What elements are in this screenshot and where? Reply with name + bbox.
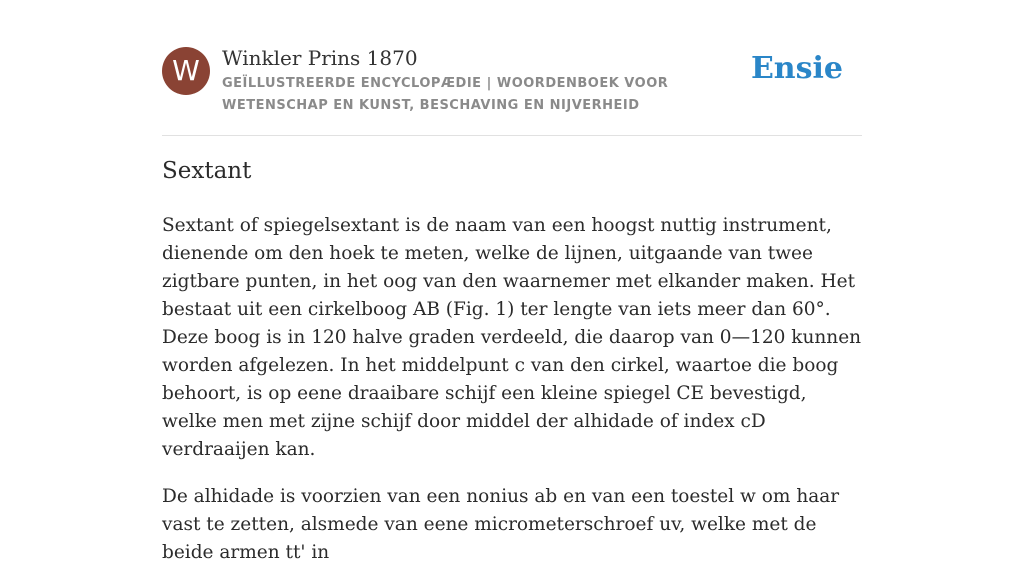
divider bbox=[162, 135, 862, 136]
source-title[interactable]: Winkler Prins 1870 bbox=[222, 46, 418, 70]
paragraph: De alhidade is voorzien van een nonius ab en van een toestel w om haar vast te zetten, alsmede van eene micrometerschroef uv, welke met de beide armen tt' in bbox=[162, 486, 840, 563]
paragraph: Sextant of spiegelsextant is de naam van een hoogst nuttig instrument, dienende om den hoek te meten, welke de lijnen, uitgaande van twee zigtbare punten, in het oog van den waarnemer met elkander maken. Het bestaat uit een cirkelboog AB (Fig. 1) ter lengte van iets meer dan 60°. Deze boog is in 120 halve graden verdeeld, die daarop van 0—120 kunnen worden afgelezen. In het middelpunt c van den cirkel, waartoe die boog behoort, is op eene draaibare schijf een kleine spiegel CE bevestigd, welke men met zijne schijf door middel der alhidade of index cD verdraaijen kan. bbox=[162, 215, 862, 460]
source-subtitle: GEÏLLUSTREERDE ENCYCLOPÆDIE | WOORDENBOEK VOOR WETENSCHAP EN KUNST, BESCHAVING EN NIJVERHEID bbox=[222, 76, 669, 113]
article-title: Sextant bbox=[162, 158, 252, 184]
ensie-logo[interactable]: Ensie bbox=[750, 51, 843, 86]
avatar[interactable]: W bbox=[162, 47, 210, 95]
source-header bbox=[162, 44, 862, 136]
article-body bbox=[162, 212, 862, 586]
